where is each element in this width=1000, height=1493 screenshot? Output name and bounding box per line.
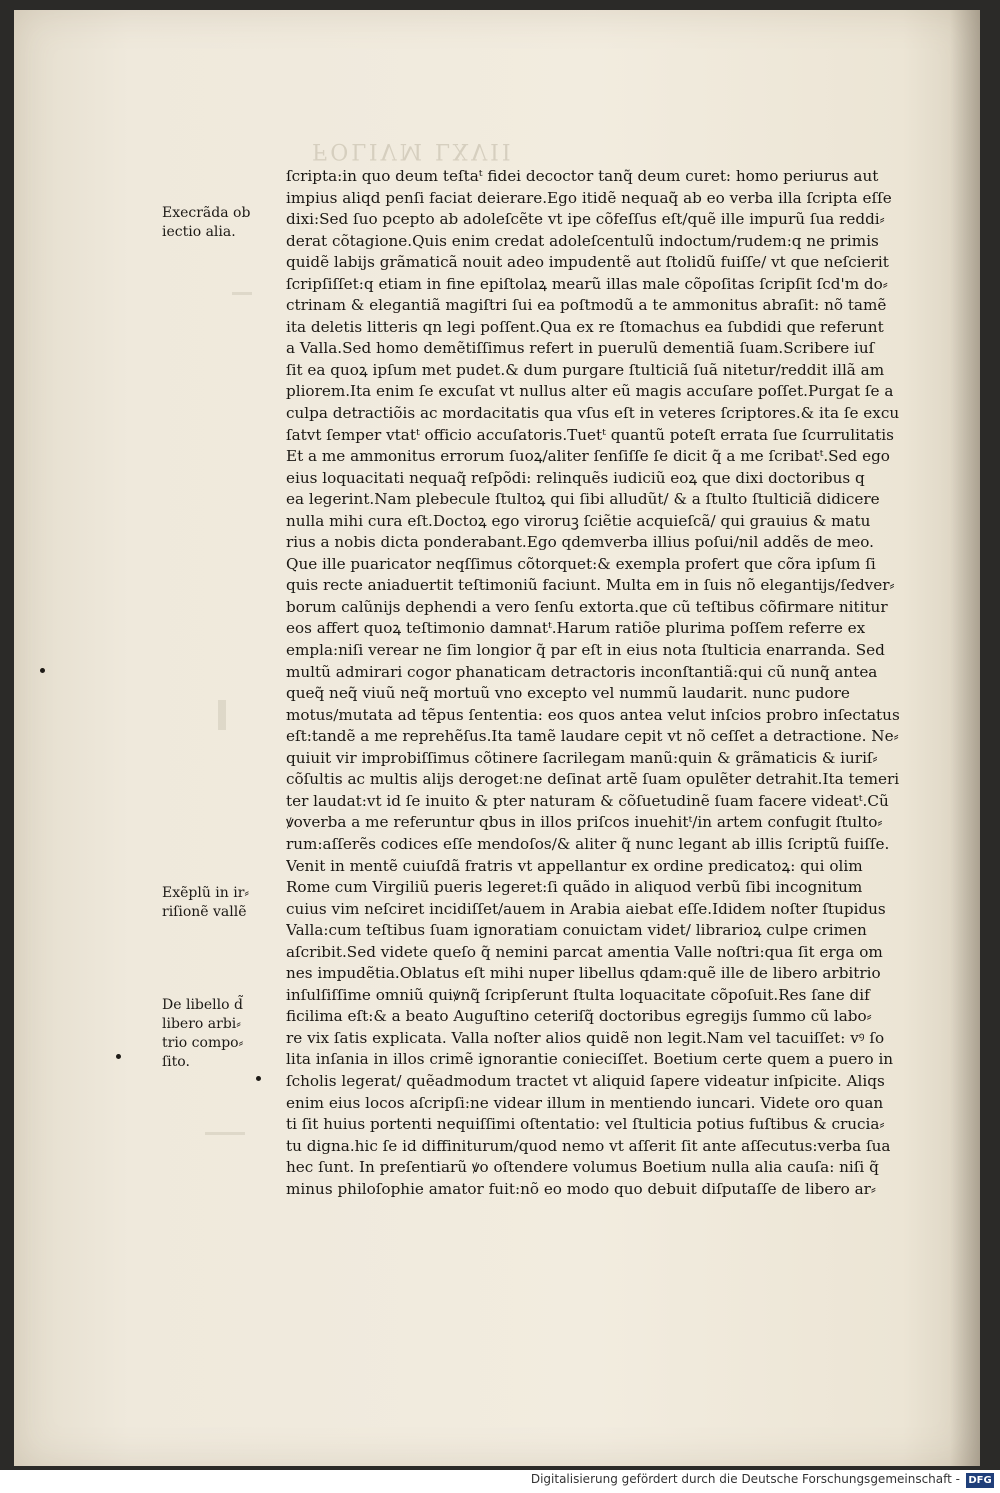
text-line: Que ille puaricator neqſſimus cõtorquet:& exempla profert que cõra ipſum ſi	[286, 554, 876, 573]
text-line: borum calũnijs dephendi a vero ſenſu extorta.que cũ teſtibus cõfirmare nititur	[286, 597, 888, 616]
margin-note-line: trio compo⸗	[162, 1035, 244, 1051]
text-line: nulla mihi cura eſt.Doctoꝝ ego viroruꝫ ſciẽtie acquieſcã/ qui grauius & matu	[286, 511, 871, 530]
text-line: hec ſunt. In preſentiarũ ꝟo oſtendere volumus Boetium nulla alia cauſa: niſi q̃	[286, 1158, 879, 1177]
ink-dot	[40, 668, 45, 673]
ink-dot	[116, 1054, 121, 1059]
margin-note-line: Exẽplũ in ir⸗	[162, 885, 250, 901]
text-line: Venit in mentẽ cuiuſdã fratris vt appellantur ex ordine predicatoꝝ: qui olim	[286, 856, 863, 875]
text-line: ctrinam & elegantiã magiſtri ſui ea poſtmodũ a te ammonitus abraſit: nõ tamẽ	[286, 296, 887, 315]
text-line: impius aliqd penſi faciat deierare.Ego itidẽ nequaq̃ ab eo verba illa ſcripta eſſe	[286, 188, 892, 207]
margin-note-line: libero arbi⸗	[162, 1016, 241, 1032]
margin-note-line: riſionẽ vallẽ	[162, 904, 247, 920]
text-line: rum:aſſerẽs codices eſſe mendoſos/& aliter q̃ nunc legant ab illis ſcriptũ fuiſſe.	[286, 834, 890, 853]
text-line: quidẽ labijs grãmaticã nouit adeo impudentẽ aut ſtolidũ fuiſſe/ vt que neſcierit	[286, 253, 889, 272]
text-line: enim eius locos aſcripſi:ne videar illum in mentiendo iuncari. Videte oro quan	[286, 1093, 884, 1112]
text-line: ter laudat:vt id ſe inuito & pter naturam & cõſuetudinẽ ſuam facere videatᵗ.Cũ	[286, 791, 889, 810]
dfg-logo: DFG	[966, 1473, 994, 1488]
text-line: cuius vim neſciret incidiſſet/auem in Arabia aiebat eſſe.Ididem noſter ſtupidus	[286, 899, 886, 918]
text-line: multũ admirari cogor phanaticam detractoris inconſtantiã:qui cũ nunq̃ antea	[286, 662, 878, 681]
bleed-through-mark	[232, 292, 252, 295]
text-line: ſcholis legerat/ quẽadmodum tractet vt aliquid ſapere videatur inſpicite. Aliqs	[286, 1071, 885, 1090]
text-line: quis recte aniaduertit teſtimoniũ faciunt. Multa em in ſuis nõ elegantijs/ſedver⸗	[286, 576, 895, 595]
text-line: ſcripſiſſet:q etiam in fine epiſtolaꝝ mearũ illas male cõpoſitas ſcripſit ſcd'm do⸗	[286, 274, 888, 293]
page-edge-shadow	[950, 10, 980, 1466]
text-line: a Valla.Sed homo demẽtiſſimus refert in puerulũ dementiã ſuam.Scribere iuſ	[286, 339, 875, 358]
text-line: eos affert quoꝝ teſtimonio damnatᵗ.Harum ratiõe plurima poſſem referre ex	[286, 619, 866, 638]
text-line: dixi:Sed ſuo pcepto ab adoleſcẽte vt ipe cõfeſſus eſt/quẽ ille impurũ ſua reddi⸗	[286, 210, 885, 229]
text-line: motus/mutata ad tẽpus ſententia: eos quos antea velut inſcios probro inſectatus	[286, 705, 900, 724]
text-line: minus philoſophie amator fuit:nõ eo modo quo debuit diſputaſſe de libero ar⸗	[286, 1179, 876, 1198]
running-head-showthrough: FOLIVM LXVII	[312, 138, 514, 163]
funding-credit: Digitalisierung gefördert durch die Deutsche Forschungsgemeinschaft -	[530, 1472, 960, 1486]
text-line: queq̃ neq̃ viuũ neq̃ mortuũ vno excepto vel nummũ laudarit. nunc pudore	[286, 684, 850, 703]
text-line: Et a me ammonitus errorum ſuoꝝ/aliter ſenſiſſe ſe dicit q̃ a me ſcribatᵗ.Sed ego	[286, 447, 890, 466]
text-line: Rome cum Virgiliũ pueris legeret:ſi quãdo in aliquod verbũ ſibi incognitum	[286, 878, 863, 897]
margin-note-line: iectio alia.	[162, 224, 236, 240]
text-line: rius a nobis dicta ponderabant.Ego qdemverba illius poſui/nil addẽs de meo.	[286, 533, 874, 552]
text-line: pliorem.Ita enim ſe excuſat vt nullus alter eũ magis accuſare poſſet.Purgat ſe a	[286, 382, 894, 401]
bleed-through-mark	[205, 1132, 245, 1135]
text-line: re vix ſatis explicata. Valla noſter alios quidẽ non legit.Nam vel tacuiſſet: vꝰ ſo	[286, 1028, 885, 1047]
text-line: inſulſiſſime omniũ quiꝟnq̃ ſcripſerunt ſtulta loquacitate cõpoſuit.Res ſane dif	[286, 985, 870, 1004]
text-line: lita inſania in illos crimẽ ignorantie conieciſſet. Boetium certe quem a puero in	[286, 1050, 894, 1069]
text-line: culpa detractiõis ac mordacitatis qua vſus eſt in veteres ſcriptores.& ita ſe excu	[286, 404, 900, 423]
footer-bar	[0, 1470, 1000, 1493]
text-line: derat cõtagione.Quis enim credat adoleſcentulũ indoctum/rudem:q ne primis	[286, 231, 879, 250]
text-line: ꝟoverba a me referuntur qbus in illos priſcos inuehitᵗ/in artem confugit ſtulto⸗	[286, 813, 883, 832]
text-line: Valla:cum teſtibus ſuam ignoratiam conuictam videt/ librarioꝝ culpe crimen	[286, 921, 867, 940]
text-line: empla:niſi verear ne ſim longior q̃ par eſt in eius nota ſtulticia enarranda. Sed	[286, 641, 885, 660]
text-line: ea legerint.Nam plebecule ſtultoꝝ qui ſibi alludũt/ & a ſtulto ſtulticiã didicere	[286, 490, 880, 509]
text-line: eſt:tandẽ a me reprehẽſus.Ita tamẽ laudare cepit vt nõ ceſſet a detractione. Ne⸗	[286, 727, 899, 746]
text-line: ſatvt ſemper vtatᵗ officio accuſatoris.Tuetᵗ quantũ poteſt errata ſue ſcurrulitatis	[286, 425, 894, 444]
text-line: tu digna.hic ſe id diffiniturum/quod nemo vt aſſerit ſit ante aſſecutus:verba ſua	[286, 1136, 891, 1155]
text-line: ficilima eſt:& a beato Auguſtino ceteriſq̃ doctoribus egregijs ſummo cũ labo⸗	[286, 1007, 872, 1026]
ink-dot	[256, 1076, 261, 1081]
text-line: quiuit vir improbiſſimus cõtinere ſacrilegam manũ:quin & grãmaticis & iuriſ⸗	[286, 748, 878, 767]
main-text-block	[286, 166, 950, 1200]
text-line: eius loquacitati nequaq̃ reſpõdi: relinquẽs iudiciũ eoꝝ que dixi doctoribus q	[286, 468, 865, 487]
margin-note-line: ſito.	[162, 1054, 190, 1070]
bleed-through-mark	[218, 700, 226, 730]
margin-note-line: De libello d̃	[162, 997, 243, 1013]
margin-note-exemplum	[162, 884, 249, 922]
text-line: nes impudẽtia.Oblatus eſt mihi nuper libellus qdam:quẽ ille de libero arbitrio	[286, 964, 881, 983]
text-line: ſcripta:in quo deum teſtaᵗ fidei decoctor tanq̃ deum curet: homo periurus aut	[286, 167, 879, 185]
text-line: ti ſit huius portenti nequiſſimi oſtentatio: vel ſtulticia potius fuſtibus & crucia⸗	[286, 1115, 885, 1134]
text-line: cõſultis ac multis alijs derogetːne deſinat artẽ ſuam opulẽter detrahit.Ita temeri	[286, 770, 900, 789]
margin-note-execranda	[162, 204, 250, 242]
text-line: ſit ea quoꝝ ipſum met pudet.& dum purgare ſtulticiã ſuã nitetur/reddit illã am	[286, 360, 885, 379]
margin-note-line: Execrãda ob	[162, 205, 251, 221]
text-line: aſcribit.Sed videte queſo q̃ nemini parcat amentia Valle noſtri:qua ſit erga om	[286, 942, 883, 961]
margin-note-de-libello	[162, 996, 243, 1072]
text-line: ita deletis litteris qn legi poſſent.Qua ex re ſtomachus ea ſubdidi que referunt	[286, 317, 884, 336]
